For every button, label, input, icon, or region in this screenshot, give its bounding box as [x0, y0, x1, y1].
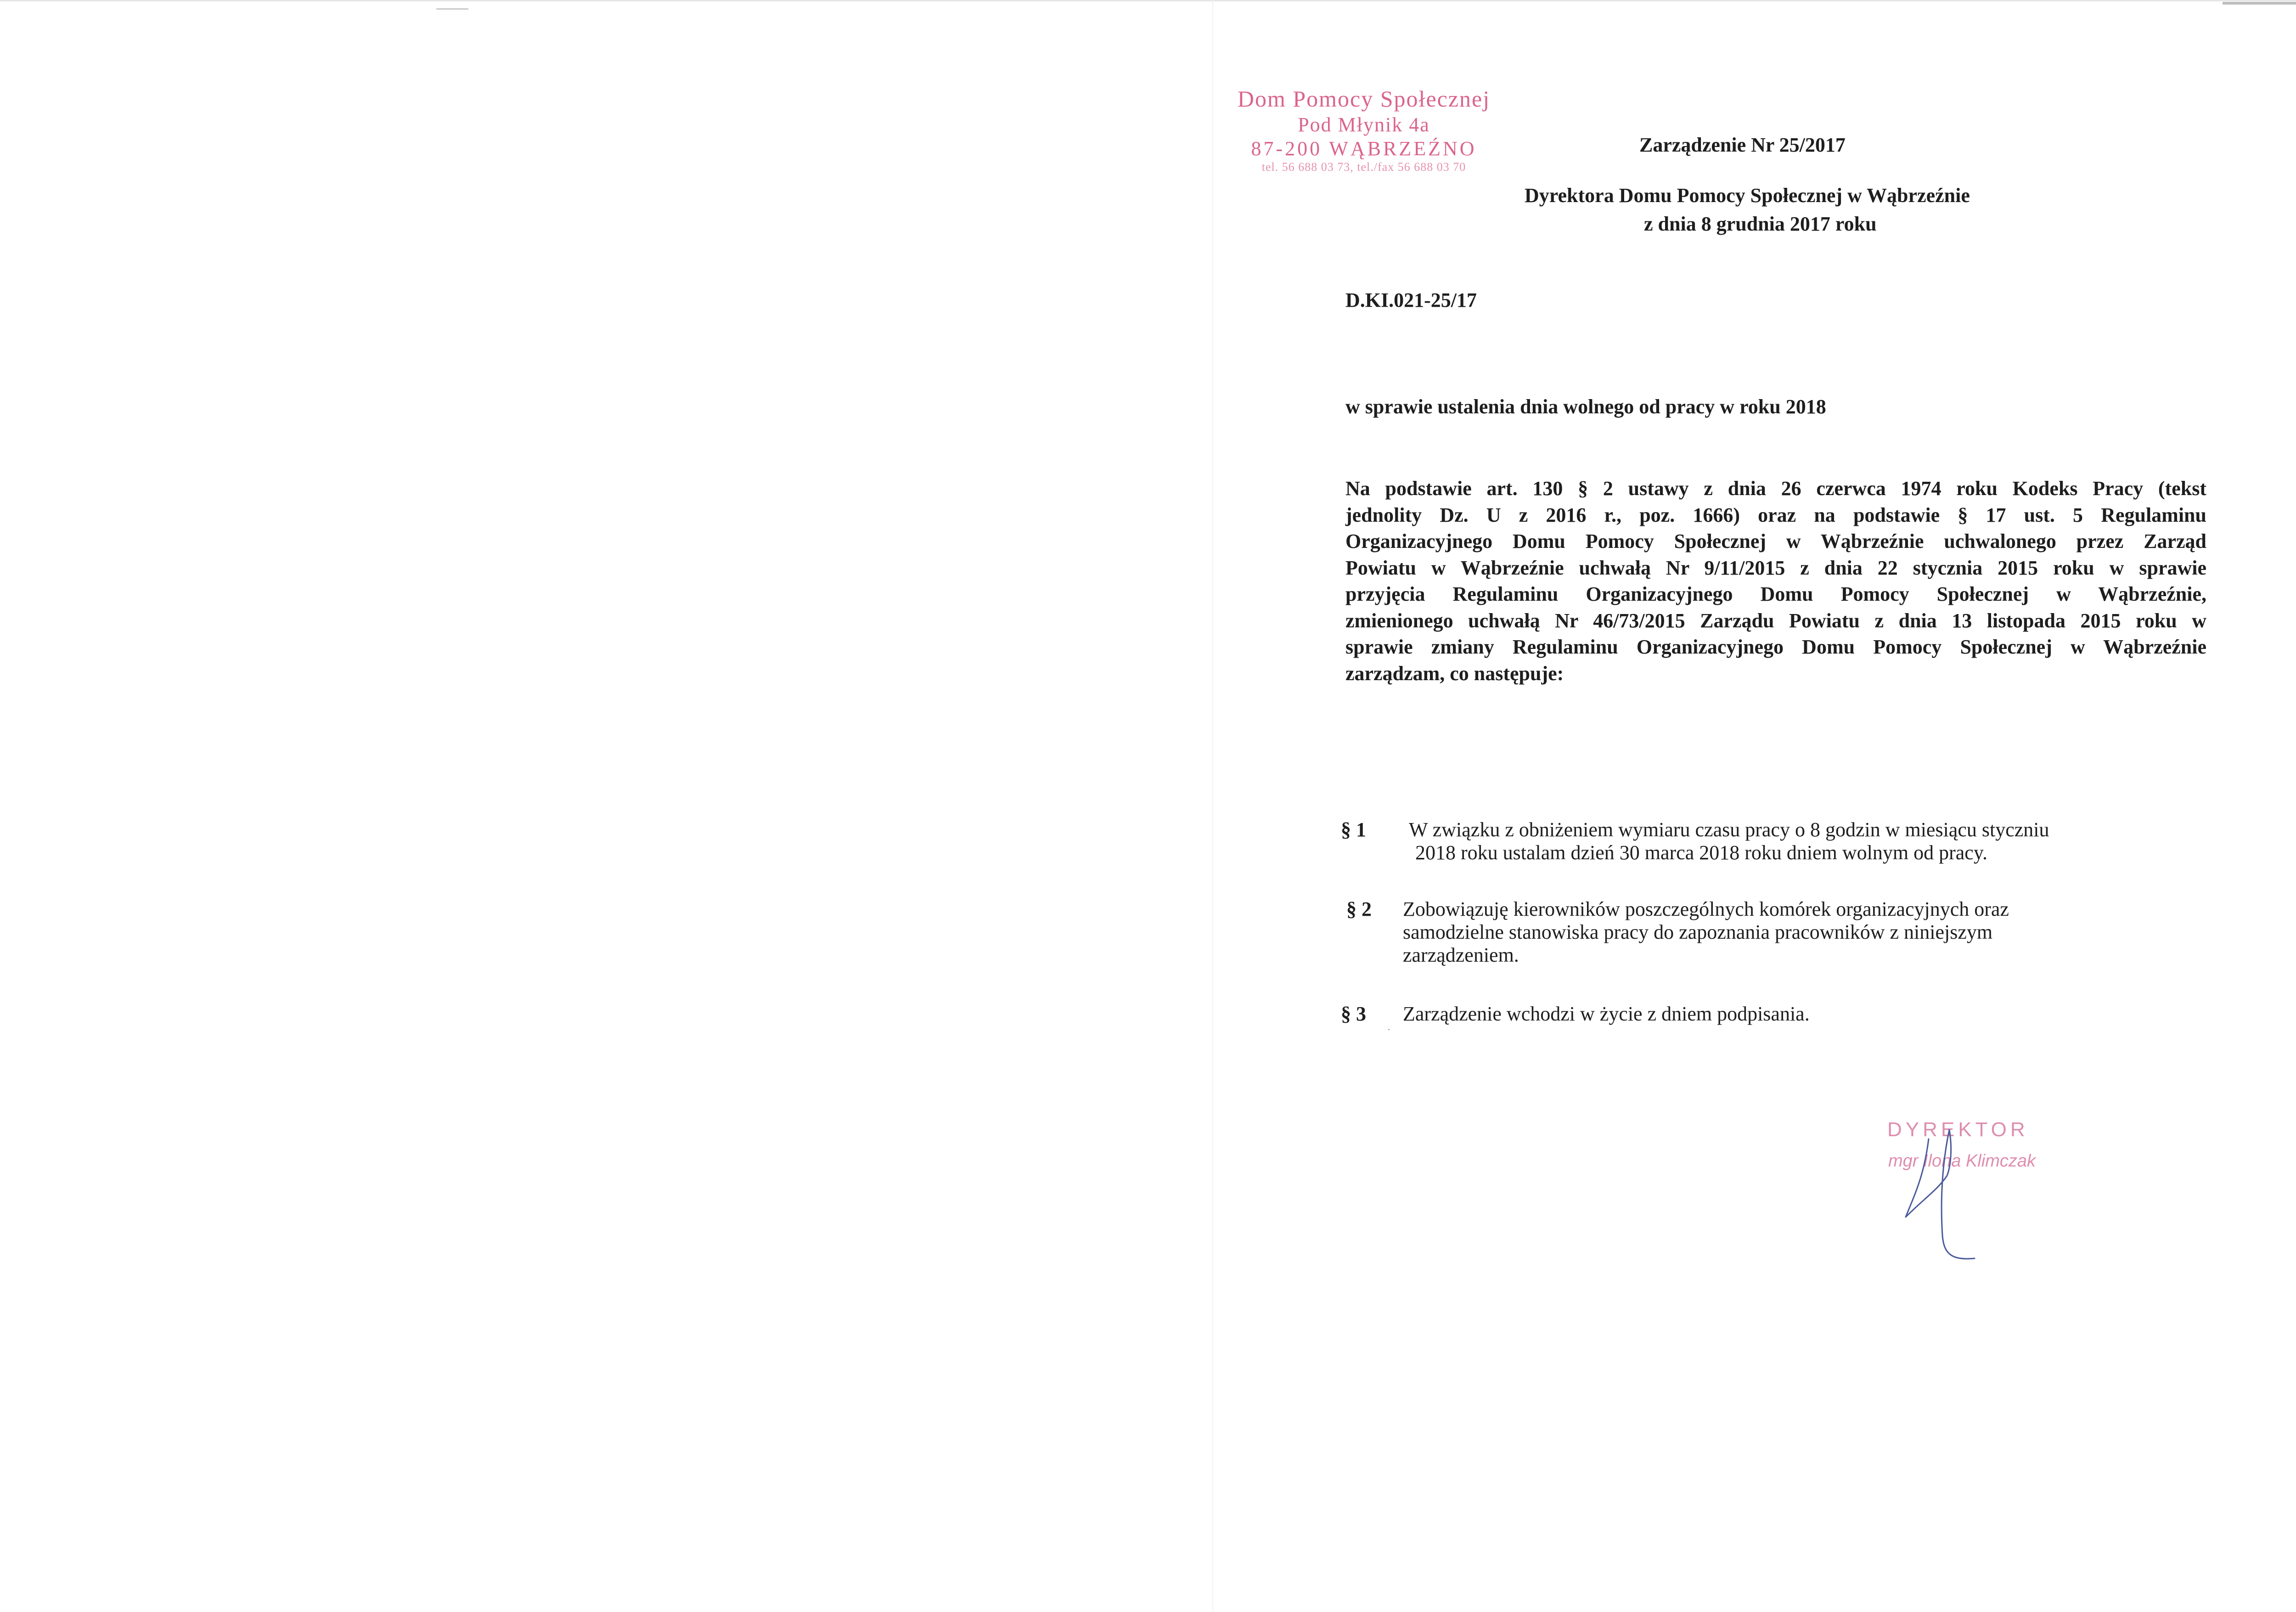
- legal-basis-paragraph: [1345, 475, 2206, 687]
- stamp-phone: tel. 56 688 03 73, tel./fax 56 688 03 70: [1261, 160, 1466, 174]
- director-title: DYREKTOR: [1887, 1118, 2029, 1141]
- section-2-text: [1403, 898, 2009, 967]
- preamble-line: Powiatu w Wąbrzeźnie uchwałą Nr 9/11/2015 z dnia 22 stycznia 2015 roku w sprawie: [1345, 556, 2206, 579]
- speck: .: [1388, 1022, 1390, 1032]
- section-1-text: [1409, 818, 2049, 864]
- scan-mark: [436, 8, 468, 10]
- document-date: z dnia 8 grudnia 2017 roku: [1644, 213, 1877, 235]
- preamble-line: Na podstawie art. 130 § 2 ustawy z dnia 26 czerwca 1974 roku Kodeks Pracy (tekst: [1345, 477, 2206, 500]
- section-1-number: § 1: [1341, 818, 1366, 841]
- section-line: zarządzeniem.: [1403, 944, 1519, 966]
- institution-stamp: [1157, 85, 1570, 174]
- section-line: W związku z obniżeniem wymiaru czasu pracy o 8 godzin w miesiącu styczniu: [1409, 818, 2049, 841]
- reference-number: D.KI.021-25/17: [1345, 289, 1477, 311]
- preamble-line: zarządzam, co następuje:: [1345, 662, 1564, 685]
- document-issuer: Dyrektora Domu Pomocy Społecznej w Wąbrzeźnie: [1525, 184, 1970, 207]
- document-title: Zarządzenie Nr 25/2017: [1639, 134, 1846, 156]
- section-line: samodzielne stanowiska pracy do zapoznania pracowników z niniejszym: [1403, 921, 1993, 943]
- stamp-institution-name: Dom Pomocy Społecznej: [1237, 86, 1491, 112]
- signature-stroke: [1906, 1130, 1975, 1259]
- section-line: 2018 roku ustalam dzień 30 marca 2018 roku dniem wolnym od pracy.: [1415, 841, 1987, 864]
- preamble-line: jednolity Dz. U z 2016 r., poz. 1666) oraz na podstawie § 17 ust. 5 Regulaminu: [1345, 503, 2206, 526]
- preamble-line: sprawie zmiany Regulaminu Organizacyjnego Domu Pomocy Społecznej w Wąbrzeźnie: [1345, 636, 2206, 658]
- preamble-line: Organizacyjnego Domu Pomocy Społecznej w Wąbrzeźnie uchwalonego przez Zarząd: [1345, 530, 2206, 552]
- stamp-city: 87-200 WĄBRZEŹNO: [1251, 137, 1477, 160]
- stamp-street: Pod Młynik 4a: [1298, 113, 1430, 136]
- preamble-line: zmienionego uchwałą Nr 46/73/2015 Zarządu Powiatu z dnia 13 listopada 2015 roku w: [1345, 609, 2206, 632]
- section-3-text: [1403, 1003, 1810, 1026]
- section-3-number: § 3: [1341, 1003, 1366, 1025]
- section-2-number: § 2: [1346, 898, 1372, 920]
- director-name: mgr Ilona Klimczak: [1888, 1151, 2036, 1171]
- preamble-line: przyjęcia Regulaminu Organizacyjnego Domu Pomocy Społecznej w Wąbrzeźnie,: [1345, 583, 2206, 605]
- page-fold-edge: [1212, 0, 2296, 1612]
- document-subject: w sprawie ustalenia dnia wolnego od pracy w roku 2018: [1345, 395, 1826, 418]
- section-line: Zarządzenie wchodzi w życie z dniem podpisania.: [1403, 1003, 1810, 1025]
- section-line: Zobowiązuję kierowników poszczególnych komórek organizacyjnych oraz: [1403, 898, 2009, 920]
- handwritten-signature: [1896, 1121, 1988, 1268]
